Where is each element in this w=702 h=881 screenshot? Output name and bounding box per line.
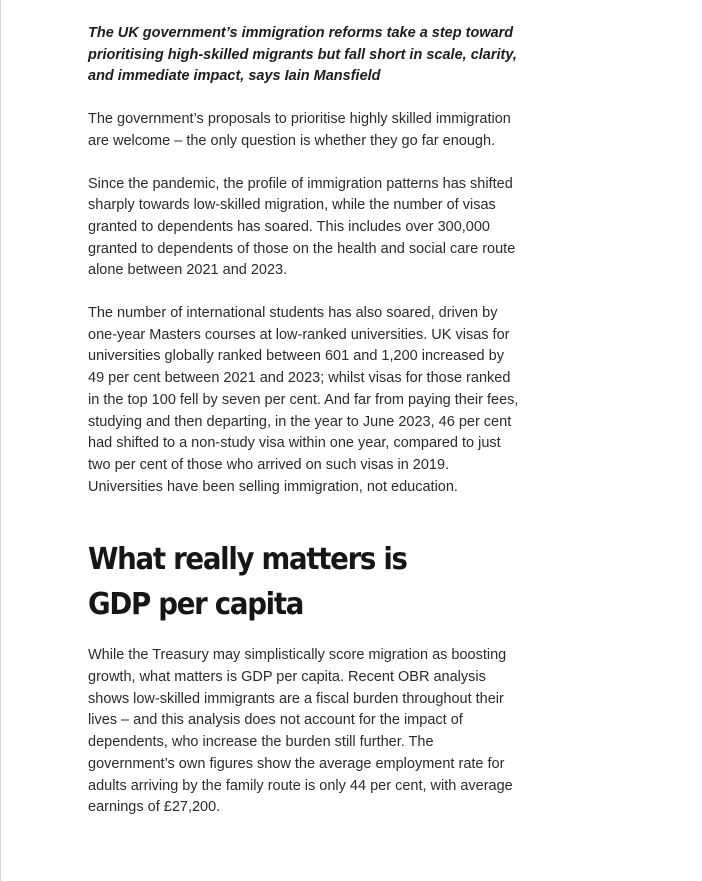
section-heading: What really matters is GDP per capita xyxy=(88,542,407,623)
article-body xyxy=(88,23,520,819)
paragraph-pandemic-shift: Since the pandemic, the profile of immigration patterns has shifted sharply towards low-skilled migration, while the number of visas granted to dependents has soared. This includes over 300,000 granted to dependents of those on the health and social care route alone between 2021 and 2023. xyxy=(88,175,516,279)
paragraph-intro: The government’s proposals to prioritise highly skilled immigration are welcome – the only question is whether they go far enough. xyxy=(88,111,511,149)
paragraph-gdp-per-capita: While the Treasury may simplistically score migration as boosting growth, what matters is GDP per capita. Recent OBR analysis shows low-skilled immigrants are a fiscal burden throughout their lives – and this analysis does not account for the impact of dependents, who increase the burden still further. The government’s own figures show the average employment rate for adults arriving by the family route is only 44 per cent, with average earnings of £27,200. xyxy=(88,647,513,816)
page-left-border xyxy=(0,0,1,881)
paragraph-international-students: The number of international students has also soared, driven by one-year Masters courses at low-ranked universities. UK visas for universities globally ranked between 601 and 1,200 increased by 49 per cent between 2021 and 2023; whilst visas for those ranked in the top 100 fell by seven per cent. And far from paying their fees, studying and then departing, in the year to June 2023, 46 per cent had shifted to a non-study visa within one year, compared to just two per cent of those who arrived on such visas in 2019. Universities have been selling immigration, not education. xyxy=(88,305,519,495)
article-standfirst: The UK government’s immigration reforms take a step toward prioritising high-skilled migrants but fall short in scale, clarity, and immediate impact, says Iain Mansfield xyxy=(88,25,517,85)
